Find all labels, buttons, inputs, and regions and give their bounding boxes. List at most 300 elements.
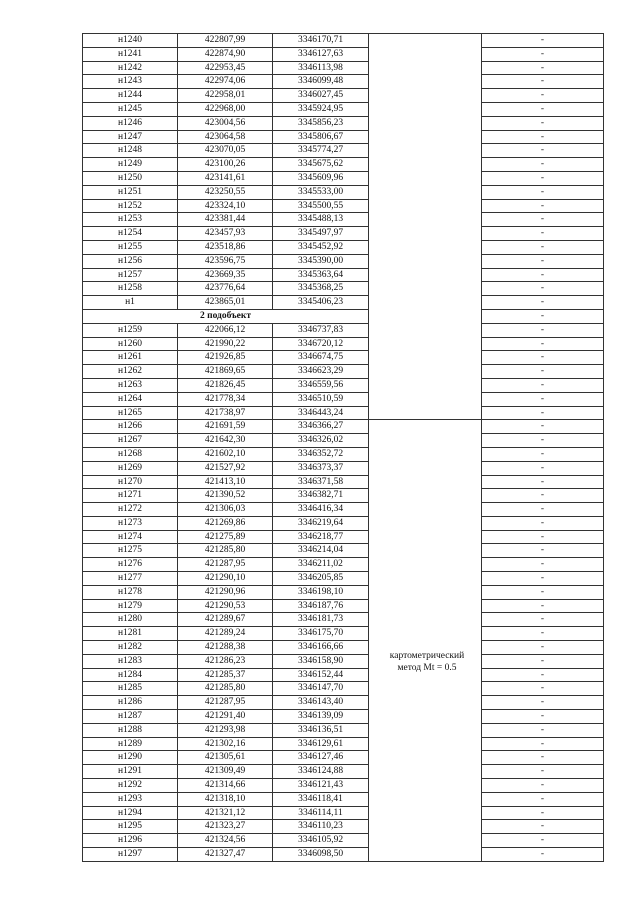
table-row bbox=[83, 848, 604, 862]
table-row bbox=[83, 199, 604, 213]
error-value: - bbox=[482, 654, 604, 668]
coord-y: 3346674,75 bbox=[273, 351, 369, 365]
point-id: н1246 bbox=[83, 116, 178, 130]
coord-x: 421321,12 bbox=[178, 806, 273, 820]
table-row bbox=[83, 779, 604, 793]
coord-y: 3346187,76 bbox=[273, 599, 369, 613]
coord-y: 3346118,41 bbox=[273, 792, 369, 806]
error-value: - bbox=[482, 834, 604, 848]
coord-x: 421275,89 bbox=[178, 530, 273, 544]
method-cell bbox=[369, 75, 482, 89]
point-id: н1267 bbox=[83, 434, 178, 448]
coord-y: 3346205,85 bbox=[273, 572, 369, 586]
method-cell bbox=[369, 834, 482, 848]
method-cell bbox=[369, 599, 482, 613]
table-row bbox=[83, 158, 604, 172]
error-value: - bbox=[482, 392, 604, 406]
coord-y: 3346510,59 bbox=[273, 392, 369, 406]
error-value: - bbox=[482, 227, 604, 241]
method-cell bbox=[369, 544, 482, 558]
point-id: н1265 bbox=[83, 406, 178, 420]
error-value: - bbox=[482, 434, 604, 448]
point-id: н1295 bbox=[83, 820, 178, 834]
table-row bbox=[83, 668, 604, 682]
method-cell bbox=[369, 558, 482, 572]
coord-x: 421826,45 bbox=[178, 378, 273, 392]
coord-x: 421324,56 bbox=[178, 834, 273, 848]
point-id: н1243 bbox=[83, 75, 178, 89]
point-id: н1271 bbox=[83, 489, 178, 503]
coord-y: 3345363,64 bbox=[273, 268, 369, 282]
method-cell bbox=[369, 282, 482, 296]
point-id: н1242 bbox=[83, 61, 178, 75]
coord-y: 3346352,72 bbox=[273, 447, 369, 461]
point-id: н1294 bbox=[83, 806, 178, 820]
method-cell bbox=[369, 213, 482, 227]
error-value: - bbox=[482, 213, 604, 227]
coord-x: 423100,26 bbox=[178, 158, 273, 172]
table-row bbox=[83, 254, 604, 268]
method-cell bbox=[369, 47, 482, 61]
coord-x: 423064,58 bbox=[178, 130, 273, 144]
coord-y: 3345390,00 bbox=[273, 254, 369, 268]
error-value: - bbox=[482, 144, 604, 158]
error-value: - bbox=[482, 420, 604, 434]
method-cell bbox=[369, 309, 482, 323]
coord-y: 3346110,23 bbox=[273, 820, 369, 834]
coord-x: 423004,56 bbox=[178, 116, 273, 130]
error-value: - bbox=[482, 171, 604, 185]
section-row bbox=[83, 309, 604, 323]
method-line-2: метод Mt = 0.5 bbox=[397, 663, 457, 673]
table-row bbox=[83, 351, 604, 365]
error-value: - bbox=[482, 751, 604, 765]
error-value: - bbox=[482, 406, 604, 420]
error-value: - bbox=[482, 447, 604, 461]
error-value: - bbox=[482, 75, 604, 89]
coord-x: 422968,00 bbox=[178, 102, 273, 116]
point-id: н1275 bbox=[83, 544, 178, 558]
table-row bbox=[83, 613, 604, 627]
coord-x: 423457,93 bbox=[178, 227, 273, 241]
coord-y: 3346373,37 bbox=[273, 461, 369, 475]
table-row bbox=[83, 820, 604, 834]
coord-x: 421305,61 bbox=[178, 751, 273, 765]
method-cell bbox=[369, 185, 482, 199]
error-value: - bbox=[482, 323, 604, 337]
point-id: н1278 bbox=[83, 585, 178, 599]
method-cell bbox=[369, 682, 482, 696]
coord-y: 3346098,50 bbox=[273, 848, 369, 862]
error-value: - bbox=[482, 599, 604, 613]
point-id: н1254 bbox=[83, 227, 178, 241]
table-row bbox=[83, 296, 604, 310]
table-row bbox=[83, 34, 604, 48]
error-value: - bbox=[482, 254, 604, 268]
coord-y: 3345533,00 bbox=[273, 185, 369, 199]
table-row bbox=[83, 227, 604, 241]
point-id: н1270 bbox=[83, 475, 178, 489]
point-id: н1252 bbox=[83, 199, 178, 213]
coord-x: 421290,10 bbox=[178, 572, 273, 586]
error-value: - bbox=[482, 475, 604, 489]
method-cell bbox=[369, 572, 482, 586]
coord-x: 422807,99 bbox=[178, 34, 273, 48]
coord-x: 421302,16 bbox=[178, 737, 273, 751]
point-id: н1272 bbox=[83, 503, 178, 517]
error-value: - bbox=[482, 530, 604, 544]
coord-x: 421287,95 bbox=[178, 558, 273, 572]
coord-x: 421285,80 bbox=[178, 682, 273, 696]
coord-x: 421869,65 bbox=[178, 365, 273, 379]
table-row bbox=[83, 102, 604, 116]
table-row bbox=[83, 89, 604, 103]
method-cell bbox=[369, 765, 482, 779]
error-value: - bbox=[482, 723, 604, 737]
method-cell bbox=[369, 820, 482, 834]
error-value: - bbox=[482, 185, 604, 199]
table-row bbox=[83, 599, 604, 613]
coord-x: 421285,37 bbox=[178, 668, 273, 682]
coord-y: 3346371,58 bbox=[273, 475, 369, 489]
coord-y: 3345675,62 bbox=[273, 158, 369, 172]
method-cell bbox=[369, 392, 482, 406]
coord-y: 3346027,45 bbox=[273, 89, 369, 103]
coord-y: 3346214,04 bbox=[273, 544, 369, 558]
error-value: - bbox=[482, 627, 604, 641]
point-id: н1260 bbox=[83, 337, 178, 351]
table-row bbox=[83, 130, 604, 144]
error-value: - bbox=[482, 613, 604, 627]
error-value: - bbox=[482, 503, 604, 517]
table-row bbox=[83, 144, 604, 158]
coord-x: 421327,47 bbox=[178, 848, 273, 862]
method-cell bbox=[369, 806, 482, 820]
table-row bbox=[83, 461, 604, 475]
error-value: - bbox=[482, 365, 604, 379]
table-row bbox=[83, 544, 604, 558]
section-label: 2 подобъект bbox=[83, 309, 369, 323]
error-value: - bbox=[482, 61, 604, 75]
method-cell bbox=[369, 489, 482, 503]
coord-y: 3346099,48 bbox=[273, 75, 369, 89]
coord-y: 3346129,61 bbox=[273, 737, 369, 751]
point-id: н1255 bbox=[83, 240, 178, 254]
error-value: - bbox=[482, 572, 604, 586]
error-value: - bbox=[482, 47, 604, 61]
coord-x: 421290,96 bbox=[178, 585, 273, 599]
coord-x: 421413,10 bbox=[178, 475, 273, 489]
point-id: н1277 bbox=[83, 572, 178, 586]
coord-y: 3346139,09 bbox=[273, 710, 369, 724]
error-value: - bbox=[482, 158, 604, 172]
coord-y: 3346366,27 bbox=[273, 420, 369, 434]
coord-x: 423381,44 bbox=[178, 213, 273, 227]
method-cell bbox=[369, 420, 482, 434]
method-cell bbox=[369, 130, 482, 144]
method-cell bbox=[369, 696, 482, 710]
coordinates-table bbox=[82, 33, 604, 862]
point-id: н1248 bbox=[83, 144, 178, 158]
coord-y: 3345452,92 bbox=[273, 240, 369, 254]
coord-y: 3346181,73 bbox=[273, 613, 369, 627]
point-id: н1288 bbox=[83, 723, 178, 737]
point-id: н1284 bbox=[83, 668, 178, 682]
error-value: - bbox=[482, 282, 604, 296]
coord-y: 3346121,43 bbox=[273, 779, 369, 793]
error-value: - bbox=[482, 268, 604, 282]
method-cell bbox=[369, 723, 482, 737]
table-row bbox=[83, 751, 604, 765]
error-value: - bbox=[482, 116, 604, 130]
table-row bbox=[83, 530, 604, 544]
coord-y: 3346218,77 bbox=[273, 530, 369, 544]
error-value: - bbox=[482, 558, 604, 572]
method-cell bbox=[369, 751, 482, 765]
coord-x: 421527,92 bbox=[178, 461, 273, 475]
point-id: н1247 bbox=[83, 130, 178, 144]
method-cell bbox=[369, 158, 482, 172]
method-cell bbox=[369, 434, 482, 448]
coord-x: 421287,95 bbox=[178, 696, 273, 710]
coord-x: 421289,24 bbox=[178, 627, 273, 641]
table-row bbox=[83, 585, 604, 599]
table-row bbox=[83, 61, 604, 75]
coord-x: 421288,38 bbox=[178, 641, 273, 655]
coord-x: 422874,90 bbox=[178, 47, 273, 61]
error-value: - bbox=[482, 737, 604, 751]
coord-x: 421269,86 bbox=[178, 516, 273, 530]
point-id: н1285 bbox=[83, 682, 178, 696]
method-cell bbox=[369, 848, 482, 862]
point-id: н1264 bbox=[83, 392, 178, 406]
coord-x: 421314,66 bbox=[178, 779, 273, 793]
coord-y: 3345609,96 bbox=[273, 171, 369, 185]
coord-x: 423865,01 bbox=[178, 296, 273, 310]
coord-x: 421390,52 bbox=[178, 489, 273, 503]
coord-x: 423324,10 bbox=[178, 199, 273, 213]
coord-y: 3345924,95 bbox=[273, 102, 369, 116]
coord-y: 3346170,71 bbox=[273, 34, 369, 48]
coord-x: 421309,49 bbox=[178, 765, 273, 779]
coord-y: 3346720,12 bbox=[273, 337, 369, 351]
coord-y: 3345500,55 bbox=[273, 199, 369, 213]
table-row bbox=[83, 475, 604, 489]
table-row bbox=[83, 47, 604, 61]
coord-y: 3346127,63 bbox=[273, 47, 369, 61]
coord-x: 423141,61 bbox=[178, 171, 273, 185]
point-id: н1257 bbox=[83, 268, 178, 282]
method-cell bbox=[369, 530, 482, 544]
point-id: н1293 bbox=[83, 792, 178, 806]
coord-y: 3346623,29 bbox=[273, 365, 369, 379]
coord-y: 3345488,13 bbox=[273, 213, 369, 227]
coord-y: 3346158,90 bbox=[273, 654, 369, 668]
coord-x: 421990,22 bbox=[178, 337, 273, 351]
coord-x: 421323,27 bbox=[178, 820, 273, 834]
coord-y: 3346326,02 bbox=[273, 434, 369, 448]
coord-x: 421642,30 bbox=[178, 434, 273, 448]
method-cell bbox=[369, 475, 482, 489]
method-cell bbox=[369, 171, 482, 185]
coord-y: 3346166,66 bbox=[273, 641, 369, 655]
method-cell bbox=[369, 240, 482, 254]
table-row bbox=[83, 268, 604, 282]
method-cell bbox=[369, 61, 482, 75]
error-value: - bbox=[482, 710, 604, 724]
method-cell bbox=[369, 627, 482, 641]
point-id: н1261 bbox=[83, 351, 178, 365]
coord-y: 3346211,02 bbox=[273, 558, 369, 572]
point-id: н1269 bbox=[83, 461, 178, 475]
table-row bbox=[83, 240, 604, 254]
section-dash: - bbox=[482, 309, 604, 323]
coord-x: 421289,67 bbox=[178, 613, 273, 627]
coord-x: 423669,35 bbox=[178, 268, 273, 282]
table-row bbox=[83, 75, 604, 89]
method-cell bbox=[369, 516, 482, 530]
error-value: - bbox=[482, 89, 604, 103]
coord-x: 421738,97 bbox=[178, 406, 273, 420]
table-row bbox=[83, 682, 604, 696]
table-row bbox=[83, 723, 604, 737]
coord-x: 423518,86 bbox=[178, 240, 273, 254]
error-value: - bbox=[482, 696, 604, 710]
coord-y: 3346198,10 bbox=[273, 585, 369, 599]
point-id: н1259 bbox=[83, 323, 178, 337]
table-row bbox=[83, 654, 604, 668]
point-id: н1281 bbox=[83, 627, 178, 641]
method-cell bbox=[369, 792, 482, 806]
method-cell bbox=[369, 710, 482, 724]
point-id: н1244 bbox=[83, 89, 178, 103]
coord-x: 421293,98 bbox=[178, 723, 273, 737]
point-id: н1290 bbox=[83, 751, 178, 765]
point-id: н1245 bbox=[83, 102, 178, 116]
coord-y: 3346105,92 bbox=[273, 834, 369, 848]
table-row bbox=[83, 406, 604, 420]
error-value: - bbox=[482, 34, 604, 48]
coord-y: 3345774,27 bbox=[273, 144, 369, 158]
table-row bbox=[83, 447, 604, 461]
error-value: - bbox=[482, 240, 604, 254]
coord-y: 3345856,23 bbox=[273, 116, 369, 130]
point-id: н1274 bbox=[83, 530, 178, 544]
table-row bbox=[83, 489, 604, 503]
coord-y: 3345806,67 bbox=[273, 130, 369, 144]
point-id: н1296 bbox=[83, 834, 178, 848]
coord-y: 3345406,23 bbox=[273, 296, 369, 310]
method-cell bbox=[369, 365, 482, 379]
method-cell bbox=[369, 144, 482, 158]
coord-x: 422974,06 bbox=[178, 75, 273, 89]
error-value: - bbox=[482, 102, 604, 116]
method-cell bbox=[369, 254, 482, 268]
coord-x: 421286,23 bbox=[178, 654, 273, 668]
error-value: - bbox=[482, 641, 604, 655]
point-id: н1280 bbox=[83, 613, 178, 627]
point-id: н1240 bbox=[83, 34, 178, 48]
coord-x: 421291,40 bbox=[178, 710, 273, 724]
table-row bbox=[83, 834, 604, 848]
point-id: н1279 bbox=[83, 599, 178, 613]
method-cell bbox=[369, 351, 482, 365]
error-value: - bbox=[482, 489, 604, 503]
method-cell bbox=[369, 102, 482, 116]
error-value: - bbox=[482, 378, 604, 392]
coord-y: 3346559,56 bbox=[273, 378, 369, 392]
table-row bbox=[83, 516, 604, 530]
error-value: - bbox=[482, 199, 604, 213]
point-id: н1276 bbox=[83, 558, 178, 572]
error-value: - bbox=[482, 585, 604, 599]
coord-y: 3345368,25 bbox=[273, 282, 369, 296]
table-row bbox=[83, 503, 604, 517]
coord-x: 421285,80 bbox=[178, 544, 273, 558]
table-row bbox=[83, 323, 604, 337]
method-cell bbox=[369, 89, 482, 103]
coord-y: 3346737,83 bbox=[273, 323, 369, 337]
table-row bbox=[83, 185, 604, 199]
coord-x: 423250,55 bbox=[178, 185, 273, 199]
coord-x: 423776,64 bbox=[178, 282, 273, 296]
point-id: н1266 bbox=[83, 420, 178, 434]
error-value: - bbox=[482, 516, 604, 530]
method-cell bbox=[369, 227, 482, 241]
point-id: н1283 bbox=[83, 654, 178, 668]
point-id: н1262 bbox=[83, 365, 178, 379]
error-value: - bbox=[482, 806, 604, 820]
error-value: - bbox=[482, 544, 604, 558]
point-id: н1282 bbox=[83, 641, 178, 655]
error-value: - bbox=[482, 765, 604, 779]
coord-x: 422066,12 bbox=[178, 323, 273, 337]
coord-x: 423070,05 bbox=[178, 144, 273, 158]
method-cell bbox=[369, 461, 482, 475]
coord-x: 422953,45 bbox=[178, 61, 273, 75]
error-value: - bbox=[482, 351, 604, 365]
method-cell bbox=[369, 199, 482, 213]
method-cell bbox=[369, 585, 482, 599]
point-id: н1263 bbox=[83, 378, 178, 392]
error-value: - bbox=[482, 779, 604, 793]
coord-y: 3346127,46 bbox=[273, 751, 369, 765]
coord-x: 421691,59 bbox=[178, 420, 273, 434]
coord-y: 3346152,44 bbox=[273, 668, 369, 682]
table-row bbox=[83, 696, 604, 710]
point-id: н1241 bbox=[83, 47, 178, 61]
table-row bbox=[83, 392, 604, 406]
error-value: - bbox=[482, 337, 604, 351]
point-id: н1253 bbox=[83, 213, 178, 227]
table-row bbox=[83, 171, 604, 185]
method-cell bbox=[369, 613, 482, 627]
method-cell bbox=[369, 116, 482, 130]
point-id: н1 bbox=[83, 296, 178, 310]
coord-y: 3346143,40 bbox=[273, 696, 369, 710]
method-cell bbox=[369, 503, 482, 517]
error-value: - bbox=[482, 820, 604, 834]
coord-x: 423596,75 bbox=[178, 254, 273, 268]
coord-x: 421778,34 bbox=[178, 392, 273, 406]
point-id: н1287 bbox=[83, 710, 178, 724]
table-row bbox=[83, 737, 604, 751]
coord-y: 3346114,11 bbox=[273, 806, 369, 820]
point-id: н1249 bbox=[83, 158, 178, 172]
coord-y: 3346382,71 bbox=[273, 489, 369, 503]
table-row bbox=[83, 572, 604, 586]
method-cell bbox=[369, 447, 482, 461]
